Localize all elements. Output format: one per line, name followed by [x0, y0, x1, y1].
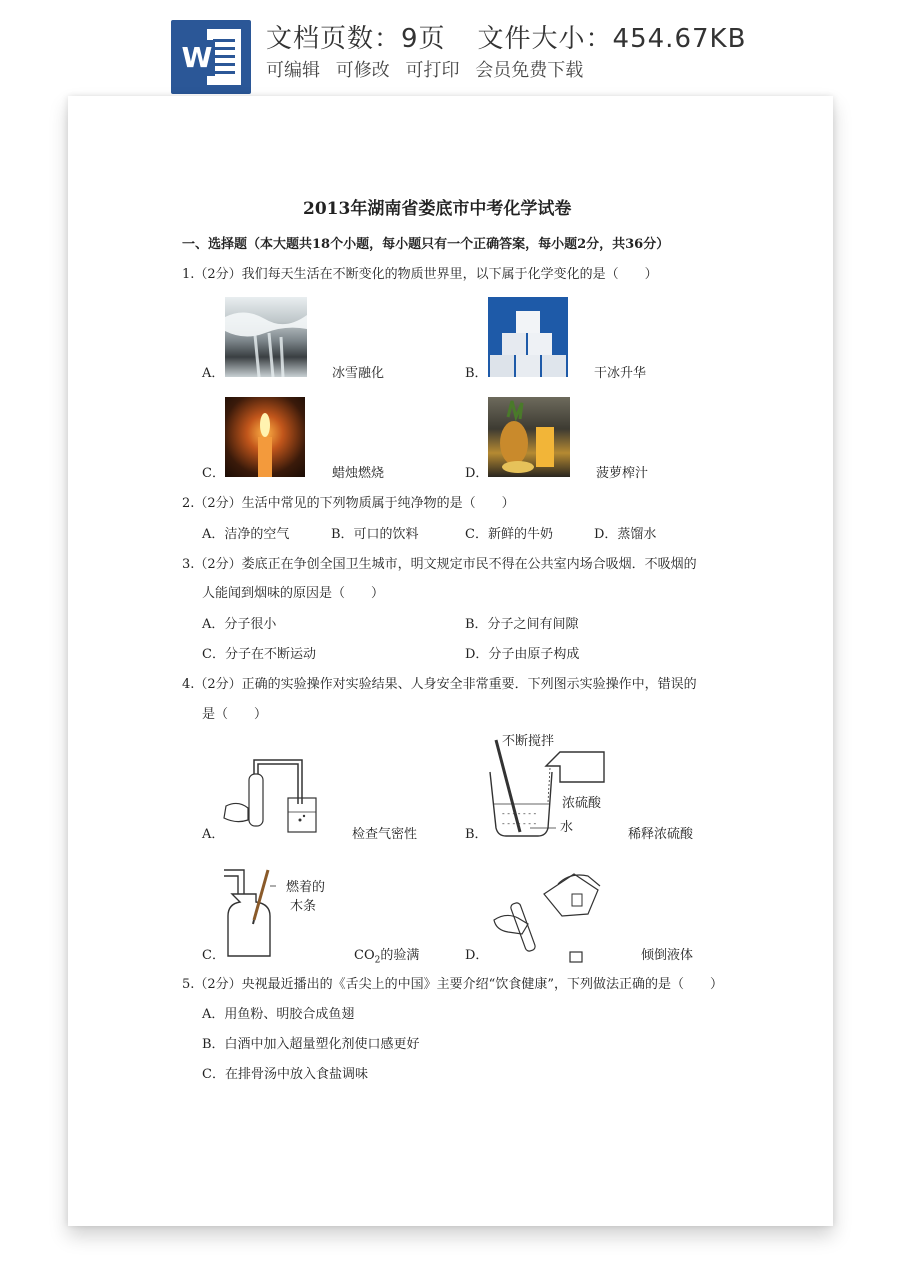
- q3-option-b: B．分子之间有间隙: [465, 617, 579, 632]
- pour-liquid-diagram: [488, 854, 608, 964]
- feature-modifiable: 可修改: [335, 60, 390, 81]
- q4-option-d-letter: D．: [465, 948, 489, 963]
- q2-option-a: A．洁净的空气: [202, 527, 290, 542]
- svg-text:- - - - - - -: - - - - - - -: [502, 819, 537, 828]
- q2-option-b: B．可口的饮料: [331, 527, 419, 542]
- q1-option-c-text: 蜡烛燃烧: [332, 466, 385, 481]
- question-3-stem-line1: 3.（2分）娄底正在争创全国卫生城市，明文规定市民不得在公共室内场合吸烟．不吸烟的: [182, 557, 697, 572]
- q4-option-a-letter: A．: [202, 827, 225, 842]
- co2-test-diagram: [218, 864, 288, 964]
- question-1-stem: 1.（2分）我们每天生活在不断变化的物质世界里，以下属于化学变化的是（ ）: [182, 267, 658, 282]
- candle-photo: [225, 397, 305, 477]
- file-info: [266, 18, 746, 55]
- section-heading: 一、选择题（本大题共18个小题，每小题只有一个正确答案，每小题2分，共36分）: [182, 237, 670, 252]
- feature-member-download: 会员免费下载: [475, 60, 584, 81]
- header-banner: [0, 0, 900, 96]
- q3-option-a: A．分子很小: [202, 617, 277, 632]
- question-3-stem-line2: 人能闻到烟味的原因是（ ）: [202, 586, 385, 601]
- q1-option-d-text: 菠萝榨汁: [596, 466, 649, 481]
- page-count: 文档页数：9页: [266, 24, 446, 54]
- question-4-stem-line1: 4.（2分）正确的实验操作对实验结果、人身安全非常重要．下列图示实验操作中，错误的: [182, 677, 697, 692]
- pineapple-juice-photo: [488, 397, 570, 477]
- feature-printable: 可打印: [405, 60, 460, 81]
- q5-option-c: C．在排骨汤中放入食盐调味: [202, 1067, 368, 1082]
- document-page: [68, 96, 833, 1226]
- snow-melting-photo: [225, 297, 307, 377]
- q3-option-c: C．分子在不断运动: [202, 647, 316, 662]
- q1-option-c-letter: C．: [202, 466, 225, 481]
- q4-option-c-text: $CO_2$的验满: [354, 948, 420, 966]
- exam-title: 2013年湖南省娄底市中考化学试卷: [303, 199, 572, 219]
- label-concentrated-acid: 浓硫酸: [562, 796, 602, 811]
- question-4-stem-line2: 是（ ）: [202, 707, 268, 722]
- word-logo-letter: W: [179, 40, 215, 76]
- q4-option-d-text: 倾倒液体: [641, 948, 694, 963]
- q4-option-b-text: 稀释浓硫酸: [628, 827, 694, 842]
- q1-option-b-text: 干冰升华: [594, 366, 647, 381]
- question-2-stem: 2.（2分）生活中常见的下列物质属于纯净物的是（ ）: [182, 496, 515, 511]
- q1-option-d-letter: D．: [465, 466, 489, 481]
- label-burning: 燃着的: [286, 880, 326, 895]
- file-size: 文件大小：454.67KB: [477, 24, 747, 54]
- feature-editable: 可编辑: [266, 60, 320, 81]
- label-stick: 木条: [290, 899, 317, 914]
- feature-list: [266, 56, 593, 82]
- label-water: 水: [560, 820, 574, 835]
- q4-option-b-letter: B．: [465, 827, 488, 842]
- q2-option-c: C．新鲜的牛奶: [465, 527, 553, 542]
- airtightness-check-diagram: [218, 754, 328, 844]
- word-file-icon: [171, 20, 251, 94]
- q5-option-a: A．用鱼粉、明胶合成鱼翅: [202, 1007, 355, 1022]
- q1-option-b-letter: B．: [465, 366, 488, 381]
- q2-option-d: D．蒸馏水: [594, 527, 657, 542]
- q5-option-b: B．白酒中加入超量塑化剂使口感更好: [202, 1037, 420, 1052]
- svg-text:- - - - - - -: - - - - - - -: [502, 809, 537, 818]
- label-stir: 不断搅拌: [502, 734, 555, 749]
- question-5-stem: 5.（2分）央视最近播出的《舌尖上的中国》主要介绍“饮食健康”，下列做法正确的是（ ）: [182, 977, 723, 992]
- q3-option-d: D．分子由原子构成: [465, 647, 580, 662]
- q1-option-a-letter: A．: [202, 366, 225, 381]
- q1-option-a-text: 冰雪融化: [332, 366, 385, 381]
- q4-option-a-text: 检查气密性: [352, 827, 418, 842]
- dry-ice-photo: [488, 297, 568, 377]
- q4-option-c-letter: C．: [202, 948, 225, 963]
